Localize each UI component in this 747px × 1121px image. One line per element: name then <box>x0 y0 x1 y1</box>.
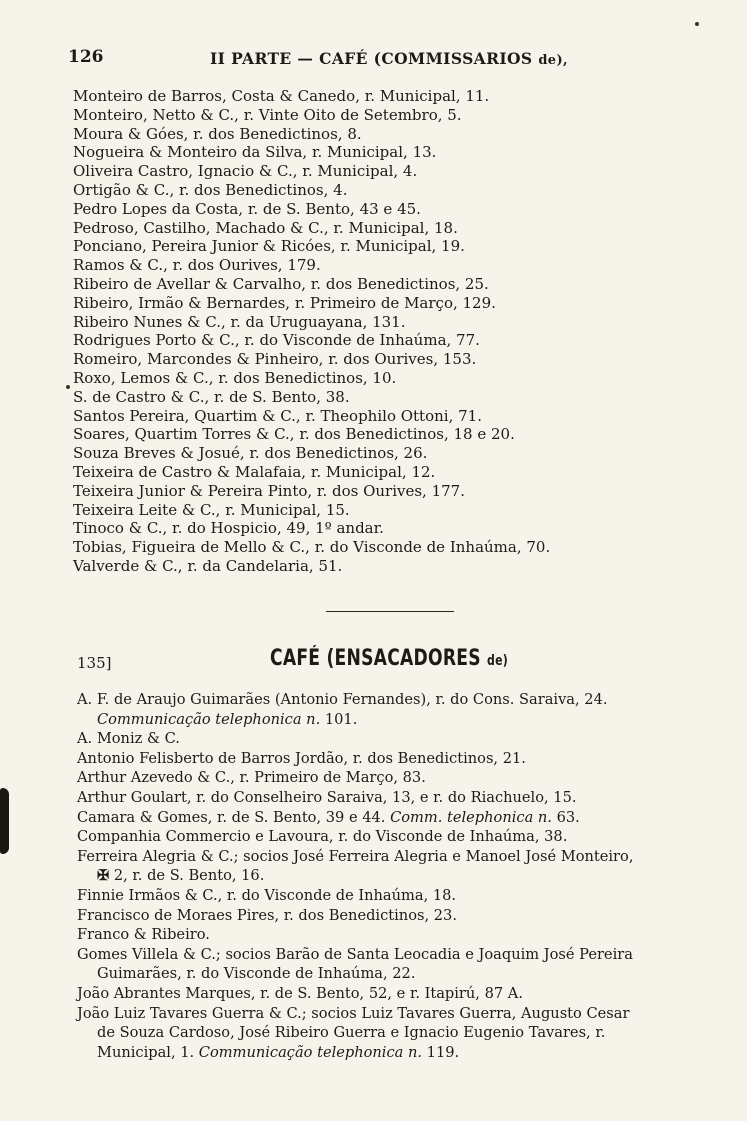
page-number: 126 <box>68 47 104 67</box>
list-item <box>77 945 709 984</box>
list-item: Ribeiro, Irmão & Bernardes, r. Primeiro de Março, 129. <box>73 293 496 312</box>
list-item <box>77 827 709 847</box>
list-item <box>77 768 709 788</box>
list-item: Ribeiro Nunes & C., r. da Uruguayana, 131. <box>73 312 406 331</box>
list-item: Moura & Góes, r. dos Benedictinos, 8. <box>73 124 362 143</box>
section-title-main: CAFÉ (ENSACADORES <box>270 646 481 671</box>
section-divider <box>326 611 454 612</box>
list-item: Teixeira Leite & C., r. Municipal, 15. <box>73 500 350 519</box>
entry-text: Arthur Goulart, r. do Conselheiro Saraiva, 13, e r. do Riachuelo, 15. <box>77 788 577 806</box>
entry-text: A. Moniz & C. <box>77 730 180 748</box>
entry-continuation: de Souza Cardoso, José Ribeiro Guerra e Ignacio Eugenio Tavares, r. <box>97 1024 606 1042</box>
list-item: Pedro Lopes da Costa, r. de S. Bento, 43 e 45. <box>73 199 421 218</box>
entry-text: Antonio Felisberto de Barros Jordão, r. dos Benedictinos, 21. <box>77 749 526 767</box>
page-header <box>68 47 628 71</box>
entry-tail: 63. <box>551 808 580 826</box>
entry-text: Companhia Commercio e Lavoura, r. do Visconde de Inhaúma, 38. <box>77 828 568 846</box>
entry-text: A. F. de Araujo Guimarães (Antonio Fernandes), r. do Cons. Saraiva, 24. <box>77 691 608 708</box>
entry-text: Arthur Azevedo & C., r. Primeiro de Março, 83. <box>77 769 426 787</box>
list-item: Tobias, Figueira de Mello & C., r. do Visconde de Inhaúma, 70. <box>73 538 551 557</box>
running-head <box>210 49 568 68</box>
list-item <box>77 925 709 945</box>
commissarios-list <box>73 87 673 576</box>
ensacadores-list <box>77 690 709 1062</box>
list-item: Soares, Quartim Torres & C., r. dos Benedictinos, 18 e 20. <box>73 425 515 444</box>
list-item: Nogueira & Monteiro da Silva, r. Municipal, 13. <box>73 143 437 162</box>
list-item: Rodrigues Porto & C., r. do Visconde de Inhaúma, 77. <box>73 331 480 350</box>
list-item <box>77 729 709 749</box>
list-item: Ramos & C., r. dos Ourives, 179. <box>73 256 321 275</box>
list-item: Romeiro, Marcondes & Pinheiro, r. dos Ourives, 153. <box>73 350 477 369</box>
list-item <box>77 847 709 886</box>
list-item: Valverde & C., r. da Candelaria, 51. <box>73 556 343 575</box>
list-item: S. de Castro & C., r. de S. Bento, 38. <box>73 387 350 406</box>
binding-edge-mark <box>0 788 9 854</box>
list-item: Roxo, Lemos & C., r. dos Benedictinos, 10. <box>73 368 397 387</box>
list-item <box>77 984 709 1004</box>
section-number: 135] <box>77 654 112 672</box>
entry-text: Camara & Gomes, r. de S. Bento, 39 e 44. <box>77 808 386 826</box>
list-item: Ortigão & C., r. dos Benedictinos, 4. <box>73 180 348 199</box>
entry-tail: 101. <box>320 710 358 728</box>
entry-tail: 119. <box>422 1043 460 1061</box>
post-box-icon: ✠ <box>97 867 110 885</box>
list-item: Pedroso, Castilho, Machado & C., r. Municipal, 18. <box>73 218 458 237</box>
page-speck <box>66 385 70 389</box>
entry-text: Gomes Villela & C.; socios Barão de Santa Leocadia e Joaquim José Pereira <box>77 945 633 963</box>
list-item: Teixeira Junior & Pereira Pinto, r. dos Ourives, 177. <box>73 481 465 500</box>
list-item: Teixeira de Castro & Malafaia, r. Municipal, 12. <box>73 462 436 481</box>
list-item <box>77 788 709 808</box>
list-item <box>77 808 709 828</box>
list-item <box>77 690 709 729</box>
list-item: Santos Pereira, Quartim & C., r. Theophilo Ottoni, 71. <box>73 406 482 425</box>
entry-text: Francisco de Moraes Pires, r. dos Benedictinos, 23. <box>77 906 457 924</box>
entry-continuation: 2, r. de S. Bento, 16. <box>109 867 265 885</box>
list-item <box>77 886 709 906</box>
running-head-title: II PARTE — CAFÉ (COMMISSARIOS <box>210 49 533 68</box>
list-item: Ribeiro de Avellar & Carvalho, r. dos Benedictinos, 25. <box>73 274 489 293</box>
list-item: Monteiro de Barros, Costa & Canedo, r. Municipal, 11. <box>73 87 490 105</box>
entry-text: João Abrantes Marques, r. de S. Bento, 52, e r. Itapirú, 87 A. <box>77 984 523 1002</box>
list-item: Souza Breves & Josué, r. dos Benedictinos, 26. <box>73 444 428 463</box>
entry-text: João Luiz Tavares Guerra & C.; socios Luiz Tavares Guerra, Augusto Cesar <box>77 1004 630 1022</box>
list-item: Tinoco & C., r. do Hospicio, 49, 1º andar. <box>73 519 384 538</box>
list-item: Oliveira Castro, Ignacio & C., r. Municipal, 4. <box>73 162 418 181</box>
section-title-suffix: de) <box>487 653 508 669</box>
list-item: Ponciano, Pereira Junior & Ricóes, r. Municipal, 19. <box>73 237 465 256</box>
entry-italic: Communicação telephonica n. <box>194 1043 423 1061</box>
entry-text: Finnie Irmãos & C., r. do Visconde de Inhaúma, 18. <box>77 886 457 904</box>
entry-text: Franco & Ribeiro. <box>77 926 210 944</box>
list-item <box>77 1004 709 1063</box>
entry-italic: Communicação telephonica n. <box>97 710 321 728</box>
list-item <box>77 749 709 769</box>
entry-continuation: Guimarães, r. do Visconde de Inhaúma, 22. <box>97 965 416 983</box>
entry-continuation: Municipal, 1. <box>97 1043 195 1061</box>
list-item: Monteiro, Netto & C., r. Vinte Oito de Setembro, 5. <box>73 105 462 124</box>
section-title <box>270 646 508 671</box>
page-speck <box>695 22 699 26</box>
entry-italic: Comm. telephonica n. <box>385 808 552 826</box>
entry-text: Ferreira Alegria & C.; socios José Ferreira Alegria e Manoel José Monteiro, <box>77 847 634 865</box>
list-item <box>77 906 709 926</box>
running-head-suffix: de), <box>538 53 568 68</box>
